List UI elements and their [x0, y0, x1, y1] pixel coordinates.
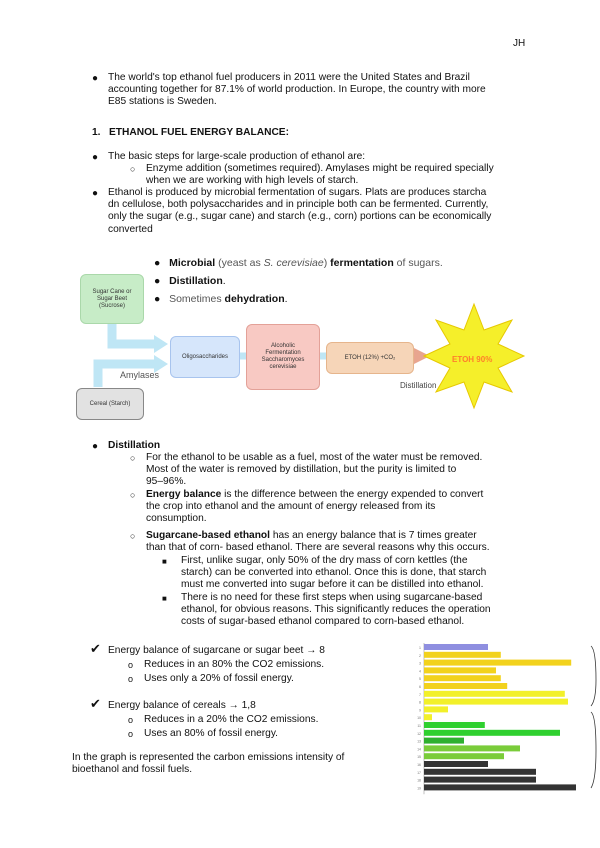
chart-bar	[424, 714, 432, 720]
chart-bar	[424, 660, 571, 666]
chart-category-label: 19	[417, 786, 421, 791]
steps-lead: The basic steps for large-scale production of ethanol are:	[108, 151, 366, 162]
intro-line: accounting together for 87.1% of world production. In Europe, the country with more	[108, 84, 486, 96]
chart-bracket	[591, 646, 596, 706]
reason-item: First, unlike sugar, only 50% of the dry mass of corn kettles (the starch) can be converted into ethanol. Once this is done, that starch must me converted into sugar before it can be distilled into ethanol.	[181, 555, 487, 591]
chart-category-label: 1	[419, 646, 421, 650]
intro-paragraph	[108, 72, 548, 109]
distillation-label: Distillation	[400, 381, 437, 390]
fermentation-box: Alcoholic Fermentation Saccharomyces cerevisiae	[246, 324, 320, 390]
chart-bar	[424, 683, 507, 689]
circle-bullet-icon: ○	[130, 490, 136, 500]
balance-item: Reduces in an 80% the CO2 emissions.	[144, 659, 325, 670]
chart-bar	[424, 722, 485, 728]
steps-sub-line: Enzyme addition (sometimes required). Amylases might be required specially	[146, 163, 494, 174]
checkmark-icon: ✔	[90, 696, 101, 711]
balance-item: Reduces in a 20% the CO2 emissions.	[144, 714, 319, 725]
chart-bar	[424, 769, 536, 775]
circle-bullet-icon: o	[128, 660, 134, 670]
sugar-source-box: Sugar Cane or Sugar Beet (Sucrose)	[80, 274, 144, 324]
diagram-list-item: ● Sometimes dehydration.	[154, 293, 288, 305]
distillation-item: For the ethanol to be usable as a fuel, most of the water must be removed. Most of the water is removed by distillation, but the purity is limited to 95–96%.	[146, 452, 483, 488]
chart-category-label: 7	[419, 692, 421, 697]
steps-sub	[146, 163, 494, 187]
steps-para-line: dn cellulose, both polysaccharides and in principle both can be fermented. Currently,	[108, 199, 489, 211]
etoh-box: ETOH (12%) +CO₂	[326, 342, 414, 374]
distillation-heading: Distillation	[108, 440, 161, 451]
steps-sub-line: when we are working with high levels of starch.	[146, 175, 359, 187]
section-number: 1.	[92, 127, 101, 138]
chart-bar	[424, 761, 488, 767]
checkmark-icon: ✔	[90, 641, 101, 656]
circle-bullet-icon: o	[128, 715, 134, 725]
steps-paragraph	[108, 187, 558, 236]
balance-item: Uses an 80% of fossil energy.	[144, 728, 279, 739]
circle-bullet-icon: ○	[130, 164, 136, 174]
circle-bullet-icon: o	[128, 729, 134, 739]
square-bullet-icon: ■	[162, 594, 167, 603]
chart-category-label: 5	[419, 677, 421, 682]
chart-category-label: 12	[417, 731, 421, 736]
square-bullet-icon: ■	[162, 557, 167, 566]
circle-bullet-icon: ○	[130, 531, 136, 541]
chart-bar	[424, 784, 576, 790]
chart-category-label: 15	[417, 755, 421, 760]
section-heading	[92, 127, 289, 139]
circle-bullet-icon: o	[128, 674, 134, 684]
chart-bar	[424, 652, 501, 658]
carbon-intensity-chart	[388, 640, 600, 805]
production-diagram	[72, 252, 527, 424]
steps-para-line: only the sugar (e.g., sugar cane) and starch (e.g., corn) portions can be economically	[108, 211, 492, 223]
intro-line: E85 stations is Sweden.	[108, 96, 217, 108]
chart-bracket	[591, 712, 596, 788]
bullet-icon: ●	[92, 441, 99, 452]
chart-category-label: 13	[417, 739, 421, 744]
chart-category-label: 16	[417, 763, 421, 767]
chart-bar	[424, 777, 536, 783]
header-initials: JH	[513, 38, 526, 49]
bullet-icon: ●	[92, 73, 99, 84]
circle-bullet-icon: ○	[130, 453, 136, 463]
steps-para-line: Ethanol is produced by microbial fermentation of sugars. Plats are produces starcha	[108, 187, 487, 198]
oligosaccharides-box: Oligosaccharides	[170, 336, 240, 378]
chart-bar	[424, 667, 496, 673]
diagram-list-item: ● Microbial (yeast as S. cerevisiae) fermentation of sugars.	[154, 257, 443, 269]
chart-category-label: 3	[419, 661, 421, 666]
steps-para-line: converted	[108, 223, 153, 235]
chart-category-label: 14	[417, 747, 421, 752]
chart-category-label: 6	[419, 685, 421, 689]
chart-category-label: 9	[419, 708, 421, 713]
section-title: ETHANOL FUEL ENERGY BALANCE:	[109, 127, 289, 138]
chart-bar	[424, 753, 504, 759]
bullet-icon: ●	[92, 188, 99, 199]
chart-bar	[424, 706, 448, 712]
chart-category-label: 4	[419, 669, 421, 674]
chart-category-label: 18	[417, 778, 421, 783]
graph-description: In the graph is represented the carbon emissions intensity of bioethanol and fossil fuels.	[72, 752, 345, 776]
balance-item: Uses only a 20% of fossil energy.	[144, 673, 294, 684]
chart-bar	[424, 745, 520, 751]
chart-category-label: 8	[419, 700, 421, 705]
diagram-list-item: ● Distillation.	[154, 275, 226, 287]
chart-bar	[424, 699, 568, 705]
chart-category-label: 2	[419, 653, 421, 658]
chart-category-label: 10	[417, 716, 421, 721]
chart-category-label: 17	[417, 770, 421, 775]
chart-bar	[424, 738, 464, 744]
chart-bar	[424, 691, 565, 697]
intro-line: The world's top ethanol fuel producers in 2011 were the United States and Brazil	[108, 72, 470, 83]
chart-bar	[424, 644, 488, 650]
reason-item: There is no need for these first steps when using sugarcane-based ethanol, for obvious reasons. This significantly reduces the operation costs of sugar-based ethanol compared to corn-based ethanol.	[181, 592, 491, 628]
sugarcane-item: Sugarcane-based ethanol has an energy balance that is 7 times greater than that of corn- based ethanol. There are several reasons why this occurs.	[146, 530, 490, 554]
amylases-label: Amylases	[120, 370, 160, 380]
balance-title: Energy balance of sugarcane or sugar beet → 8	[108, 645, 325, 656]
chart-category-label: 11	[417, 724, 421, 728]
balance-title: Energy balance of cereals → 1,8	[108, 700, 256, 711]
ethanol-90-label: ETOH 90%	[452, 355, 493, 364]
energy-balance-item: Energy balance is the difference between the energy expended to convert the crop into ethanol and the amount of energy released from its consumption.	[146, 489, 484, 525]
cereal-box: Cereal (Starch)	[76, 388, 144, 420]
bullet-icon: ●	[92, 152, 99, 163]
chart-bar	[424, 675, 501, 681]
chart-bar	[424, 730, 560, 736]
